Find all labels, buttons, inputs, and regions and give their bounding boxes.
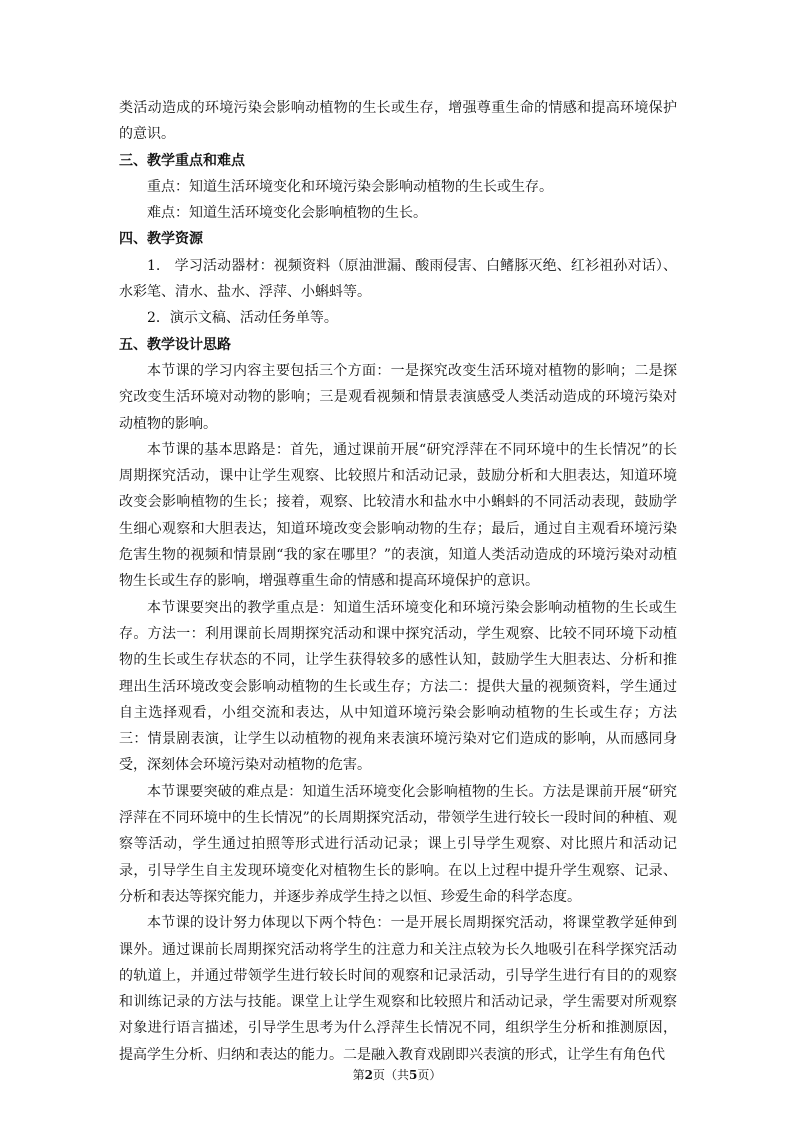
footer-total-pages: 5 [409,1068,418,1082]
footer-page-number: 2 [364,1068,373,1082]
page-footer [0,1066,794,1083]
resource-item-2: 2．演示文稿、活动任务单等。 [147,310,338,327]
footer-prefix: 第 [352,1068,365,1082]
design-paragraph-1: 本节课的学习内容主要包括三个方面：一是探究改变生活环境对植物的影响；二是探究改变生活环境对动物的影响；三是观看视频和情景表演感受人类活动造成的环境污染对动植物的影响。 [119,362,677,432]
key-point: 重点：知道生活环境变化和环境污染会影响动植物的生长或生存。 [147,178,553,195]
section-heading-4: 四、教学资源 [119,231,203,248]
footer-suffix: 页） [417,1068,442,1082]
section-heading-3: 三、教学重点和难点 [119,152,245,169]
design-paragraph-4: 本节课要突破的难点是：知道生活环境变化会影响植物的生长。方法是课前开展“研究浮萍在不同环境中的生长情况”的长周期探究活动，带领学生进行较长一段时间的种植、观察等活动，学生通过拍照等形式进行活动记录；课上引导学生观察、对比照片和活动记录，引导学生自主发现环境变化对植物生长的影响。在以上过程中提升学生观察、记录、分析和表达等探究能力，并逐步养成学生持之以恒、珍爱生命的科学态度。 [119,783,677,905]
design-paragraph-2: 本节课的基本思路是：首先，通过课前开展“研究浮萍在不同环境中的生长情况”的长周期探究活动，课中让学生观察、比较照片和活动记录，鼓励分析和大胆表达，知道环境改变会影响植物的生长；接着，观察、比较清水和盐水中小蝌蚪的不同活动表现，鼓励学生细心观察和大胆表达，知道环境改变会影响动物的生存；最后，通过自主观看环境污染危害生物的视频和情景剧“我的家在哪里？”的表演，知道人类活动造成的环境污染对动植物生长或生存的影响，增强尊重生命的情感和提高环境保护的意识。 [119,441,677,590]
resource-item-1: 1. 学习活动器材：视频资料（原油泄漏、酸雨侵害、白鳍豚灭绝、红衫祖孙对话）、水彩笔、清水、盐水、浮萍、小蝌蚪等。 [119,257,677,301]
design-paragraph-3: 本节课要突出的教学重点是：知道生活环境变化和环境污染会影响动植物的生长或生存。方法一：利用课前长周期探究活动和课中探究活动，学生观察、比较不同环境下动植物的生长或生存状态的不同，让学生获得较多的感性认知，鼓励学生大胆表达、分析和推理出生活环境改变会影响动植物的生长或生存；方法二：提供大量的视频资料，学生通过自主选择观看，小组交流和表达，从中知道环境污染会影响动植物的生长或生存；方法三：情景剧表演，让学生以动植物的视角来表演环境污染对它们造成的影响，从而感同身受，深刻体会环境污染对动植物的危害。 [119,599,677,774]
page-content [119,95,677,1068]
section-heading-5: 五、教学设计思路 [119,336,231,353]
difficult-point: 难点：知道生活环境变化会影响植物的生长。 [147,205,427,222]
footer-middle: 页（共 [372,1068,409,1082]
intro-paragraph: 类活动造成的环境污染会影响动植物的生长或生存，增强尊重生命的情感和提高环境保护的意识。 [119,100,677,143]
design-paragraph-5: 本节课的设计努力体现以下两个特色：一是开展长周期探究活动，将课堂教学延伸到课外。通过课前长周期探究活动将学生的注意力和关注点较为长久地吸引在科学探究活动的轨道上，并通过带领学生进行较长时间的观察和记录活动，引导学生进行有目的的观察和训练记录的方法与技能。课堂上让学生观察和比较照片和活动记录，学生需要对所观察对象进行语言描述，引导学生思考为什么浮萍生长情况不同，组织学生分析和推测原因，提高学生分析、归纳和表达的能力。二是融入教育戏剧即兴表演的形式，让学生有角色代 [119,915,677,1063]
